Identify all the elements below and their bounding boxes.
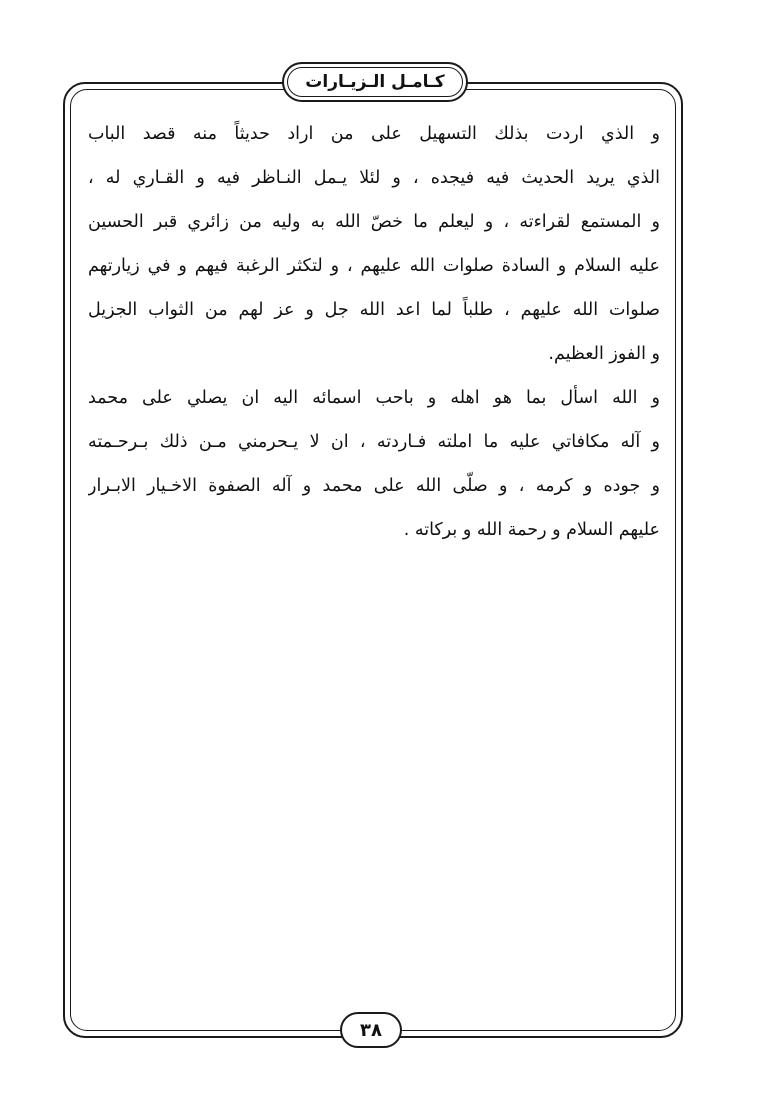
body-text (88, 112, 660, 552)
text-line: و الله اسأل بما هو اهله و باحب اسمائه اليه ان يصلي على محمد (88, 388, 660, 408)
text-line: عليه السلام و السادة صلوات الله عليهم ، و لتكثر الرغبة فيهم و في زيارتهم (88, 256, 660, 276)
page-number: ٣٨ (360, 1019, 382, 1041)
running-header (282, 62, 468, 102)
text-line: الذي يريد الحديث فيه فيجده ، و لئلا يـمل النـاظر فيه و القـاري له ، (88, 168, 660, 188)
text-line: و جوده و كرمه ، و صلّى الله على محمد و آله الصفوة الاخـيار الابـرار (88, 476, 660, 496)
text-line: و الذي اردت بذلك التسهيل على من اراد حديثاً منه قصد الباب (88, 124, 660, 144)
text-line: و المستمع لقراءته ، و ليعلم ما خصّ الله به وليه من زائري قبر الحسين (88, 212, 660, 232)
text-line: و الفوز العظيم. (548, 344, 660, 364)
paragraph (88, 112, 660, 376)
paragraph (88, 376, 660, 552)
text-line: و آله مكافاتي عليه ما املته فـاردته ، ان لا يـحرمني مـن ذلك بـرحـمته (88, 432, 660, 452)
text-line: عليهم السلام و رحمة الله و بركاته . (403, 520, 660, 540)
book-title: كـامـل الـزيـارات (305, 72, 445, 92)
page-number-badge (340, 1012, 402, 1048)
text-line: صلوات الله عليهم ، طلباً لما اعد الله جل و عز لهم من الثواب الجزيل (88, 300, 660, 320)
